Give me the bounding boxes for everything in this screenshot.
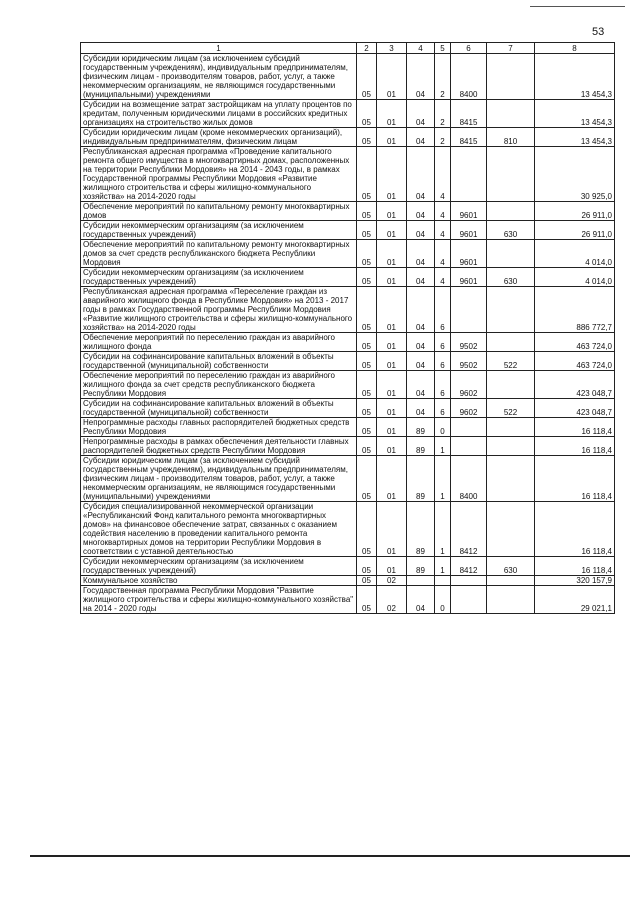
row-program: 04 (407, 54, 435, 100)
header-col-5: 5 (435, 43, 451, 54)
row-expense-type (487, 202, 535, 221)
row-amount: 13 454,3 (535, 54, 615, 100)
row-section: 05 (357, 240, 377, 268)
row-amount: 16 118,4 (535, 502, 615, 557)
table-row (81, 502, 615, 557)
row-target-code (451, 586, 487, 614)
row-subprogram: 1 (435, 557, 451, 576)
row-amount: 29 021,1 (535, 586, 615, 614)
table-header-row (81, 43, 615, 54)
row-target-code (451, 418, 487, 437)
row-subsection: 01 (377, 202, 407, 221)
row-subprogram: 6 (435, 399, 451, 418)
header-col-8: 8 (535, 43, 615, 54)
row-name: Субсидии на софинансирование капитальных вложений в объекты государственной (муниципальной) собственности (81, 352, 357, 371)
row-subprogram: 4 (435, 221, 451, 240)
row-name: Коммунальное хозяйство (81, 576, 357, 586)
row-name: Обеспечение мероприятий по переселению граждан из аварийного жилищного фонда за счет средств республиканского бюджета Республики Мордовия (81, 371, 357, 399)
row-subprogram: 2 (435, 128, 451, 147)
row-subprogram: 4 (435, 240, 451, 268)
row-section: 05 (357, 399, 377, 418)
row-section: 05 (357, 502, 377, 557)
table-row (81, 371, 615, 399)
row-subsection: 02 (377, 586, 407, 614)
row-program: 04 (407, 147, 435, 202)
row-name: Субсидии на софинансирование капитальных вложений в объекты государственной (муниципальной) собственности (81, 399, 357, 418)
table-row (81, 147, 615, 202)
row-amount: 16 118,4 (535, 418, 615, 437)
row-subprogram: 2 (435, 100, 451, 128)
table-row (81, 399, 615, 418)
row-program: 04 (407, 202, 435, 221)
row-expense-type (487, 333, 535, 352)
row-expense-type (487, 576, 535, 586)
row-target-code: 9502 (451, 333, 487, 352)
row-program: 04 (407, 399, 435, 418)
row-subsection: 01 (377, 147, 407, 202)
row-subprogram: 1 (435, 456, 451, 502)
row-target-code: 9602 (451, 371, 487, 399)
page-number: 53 (592, 26, 605, 38)
table-body (81, 54, 615, 614)
row-section: 05 (357, 147, 377, 202)
row-program: 89 (407, 456, 435, 502)
row-subprogram (435, 576, 451, 586)
row-target-code (451, 576, 487, 586)
header-col-4: 4 (407, 43, 435, 54)
row-expense-type (487, 240, 535, 268)
row-amount: 26 911,0 (535, 202, 615, 221)
table-row (81, 352, 615, 371)
header-col-7: 7 (487, 43, 535, 54)
table-row (81, 54, 615, 100)
table-row (81, 268, 615, 287)
row-name: Непрограммные расходы главных распорядителей бюджетных средств Республики Мордовия (81, 418, 357, 437)
row-target-code: 8415 (451, 128, 487, 147)
row-target-code (451, 147, 487, 202)
row-expense-type: 522 (487, 399, 535, 418)
row-target-code: 8412 (451, 557, 487, 576)
row-section: 05 (357, 221, 377, 240)
row-subprogram: 6 (435, 371, 451, 399)
row-program: 04 (407, 333, 435, 352)
row-target-code: 9601 (451, 240, 487, 268)
row-section: 05 (357, 557, 377, 576)
row-program: 04 (407, 352, 435, 371)
row-section: 05 (357, 100, 377, 128)
row-name: Республиканская адресная программа «Переселение граждан из аварийного жилищного фонда в Республике Мордовия» на 2013 - 2017 годы в рамках Государственной программы Республики Мордовия «Развитие жилищного строительства и сферы жилищно-коммунального хозяйства» на 2014-2020 годы (81, 287, 357, 333)
row-section: 05 (357, 586, 377, 614)
table-row (81, 586, 615, 614)
row-program: 04 (407, 221, 435, 240)
row-name: Обеспечение мероприятий по переселению граждан из аварийного жилищного фонда (81, 333, 357, 352)
row-name: Республиканская адресная программа «Проведение капитального ремонта общего имущества в многоквартирных домах, расположенных на территории Республики Мордовия» на 2014 - 2043 годы, в рамках Государственной программы Республики Мордовия «Развитие жилищного строительства и сферы жилищно-коммунального хозяйства» на 2014-2020 годы (81, 147, 357, 202)
table-row (81, 202, 615, 221)
header-col-2: 2 (357, 43, 377, 54)
table-row (81, 287, 615, 333)
row-expense-type: 630 (487, 557, 535, 576)
row-subsection: 01 (377, 352, 407, 371)
row-subsection: 02 (377, 576, 407, 586)
row-program: 04 (407, 240, 435, 268)
row-subprogram: 4 (435, 147, 451, 202)
row-section: 05 (357, 456, 377, 502)
row-section: 05 (357, 128, 377, 147)
row-amount: 4 014,0 (535, 268, 615, 287)
bottom-rule (30, 855, 630, 857)
row-target-code: 9601 (451, 221, 487, 240)
row-target-code (451, 437, 487, 456)
row-subsection: 01 (377, 221, 407, 240)
row-expense-type: 810 (487, 128, 535, 147)
row-amount: 13 454,3 (535, 100, 615, 128)
row-target-code: 9602 (451, 399, 487, 418)
row-program: 04 (407, 128, 435, 147)
budget-table (80, 42, 615, 614)
row-program: 04 (407, 371, 435, 399)
row-subprogram: 0 (435, 418, 451, 437)
row-name: Субсидии некоммерческим организациям (за исключением государственных учреждений) (81, 221, 357, 240)
row-amount: 16 118,4 (535, 437, 615, 456)
table-row (81, 557, 615, 576)
row-subprogram: 6 (435, 352, 451, 371)
row-name: Субсидии некоммерческим организациям (за исключением государственных учреждений) (81, 268, 357, 287)
row-program: 89 (407, 418, 435, 437)
row-name: Субсидия специализированной некоммерческой организации «Республиканский Фонд капитального ремонта многоквартирных домов» на финансовое обеспечение затрат, связанных с оказанием содействия населению в проведении капитального ремонта многоквартирных домов на территории Республики Мордовия в соответствии с уставной деятельностью (81, 502, 357, 557)
row-program: 04 (407, 268, 435, 287)
row-target-code (451, 287, 487, 333)
row-section: 05 (357, 352, 377, 371)
row-program: 04 (407, 586, 435, 614)
row-subsection: 01 (377, 128, 407, 147)
row-subprogram: 1 (435, 502, 451, 557)
row-name: Непрограммные расходы в рамках обеспечения деятельности главных распорядителей бюджетных средств Республики Мордовия (81, 437, 357, 456)
row-program: 04 (407, 287, 435, 333)
row-program: 89 (407, 557, 435, 576)
row-subsection: 01 (377, 502, 407, 557)
row-section: 05 (357, 418, 377, 437)
header-col-1: 1 (81, 43, 357, 54)
header-col-6: 6 (451, 43, 487, 54)
row-name: Субсидии юридическим лицам (за исключением субсидий государственным учреждениям), индивидуальным предпринимателям, физическим лицам - производителям товаров, работ, услуг, а также некоммерческим организациям, не являющимся государственными (муниципальными) учреждениями (81, 456, 357, 502)
row-section: 05 (357, 437, 377, 456)
row-amount: 320 157,9 (535, 576, 615, 586)
row-expense-type (487, 437, 535, 456)
row-subprogram: 2 (435, 54, 451, 100)
row-program: 04 (407, 100, 435, 128)
row-subprogram: 4 (435, 268, 451, 287)
row-section: 05 (357, 333, 377, 352)
row-program: 89 (407, 502, 435, 557)
row-expense-type: 522 (487, 352, 535, 371)
row-subsection: 01 (377, 54, 407, 100)
row-amount: 886 772,7 (535, 287, 615, 333)
row-expense-type: 630 (487, 221, 535, 240)
row-section: 05 (357, 576, 377, 586)
row-amount: 16 118,4 (535, 456, 615, 502)
row-subprogram: 4 (435, 202, 451, 221)
row-target-code: 9601 (451, 268, 487, 287)
row-name: Обеспечение мероприятий по капитальному ремонту многоквартирных домов за счет средств республиканского бюджета Республики Мордовия (81, 240, 357, 268)
row-target-code: 9601 (451, 202, 487, 221)
row-expense-type (487, 147, 535, 202)
table-row (81, 240, 615, 268)
row-section: 05 (357, 202, 377, 221)
row-subsection: 01 (377, 371, 407, 399)
row-target-code: 8400 (451, 456, 487, 502)
row-program (407, 576, 435, 586)
row-amount: 4 014,0 (535, 240, 615, 268)
row-expense-type (487, 54, 535, 100)
table-row (81, 576, 615, 586)
row-name: Субсидии юридическим лицам (кроме некоммерческих организаций), индивидуальным предпринимателям, физическим лицам (81, 128, 357, 147)
row-amount: 423 048,7 (535, 399, 615, 418)
row-expense-type (487, 456, 535, 502)
row-subprogram: 6 (435, 287, 451, 333)
row-subsection: 01 (377, 287, 407, 333)
row-subsection: 01 (377, 456, 407, 502)
row-expense-type (487, 371, 535, 399)
row-subsection: 01 (377, 100, 407, 128)
row-expense-type (487, 100, 535, 128)
row-name: Обеспечение мероприятий по капитальному ремонту многоквартирных домов (81, 202, 357, 221)
row-expense-type (487, 418, 535, 437)
row-subprogram: 1 (435, 437, 451, 456)
header-col-3: 3 (377, 43, 407, 54)
table-row (81, 221, 615, 240)
row-subsection: 01 (377, 437, 407, 456)
row-amount: 16 118,4 (535, 557, 615, 576)
top-rule (530, 6, 625, 7)
row-section: 05 (357, 287, 377, 333)
row-amount: 423 048,7 (535, 371, 615, 399)
row-expense-type (487, 502, 535, 557)
row-name: Государственная программа Республики Мордовия "Развитие жилищного строительства и сферы жилищно-коммунального хозяйства" на 2014 - 2020 годы (81, 586, 357, 614)
row-name: Субсидии юридическим лицам (за исключением субсидий государственным учреждениям), индивидуальным предпринимателям, физическим лицам - производителям товаров, работ, услуг, а также некоммерческим организациям, не являющимся государственными (муниципальными) учреждениями (81, 54, 357, 100)
row-name: Субсидии некоммерческим организациям (за исключением государственных учреждений) (81, 557, 357, 576)
row-subprogram: 0 (435, 586, 451, 614)
row-section: 05 (357, 371, 377, 399)
row-subprogram: 6 (435, 333, 451, 352)
row-target-code: 8415 (451, 100, 487, 128)
row-amount: 463 724,0 (535, 333, 615, 352)
table-row (81, 333, 615, 352)
table-row (81, 418, 615, 437)
row-expense-type: 630 (487, 268, 535, 287)
row-subsection: 01 (377, 240, 407, 268)
row-subsection: 01 (377, 333, 407, 352)
row-target-code: 8400 (451, 54, 487, 100)
row-subsection: 01 (377, 399, 407, 418)
row-amount: 13 454,3 (535, 128, 615, 147)
row-section: 05 (357, 268, 377, 287)
row-target-code: 8412 (451, 502, 487, 557)
table-row (81, 100, 615, 128)
row-section: 05 (357, 54, 377, 100)
row-program: 89 (407, 437, 435, 456)
row-amount: 26 911,0 (535, 221, 615, 240)
row-subsection: 01 (377, 268, 407, 287)
row-expense-type (487, 586, 535, 614)
row-amount: 30 925,0 (535, 147, 615, 202)
row-name: Субсидии на возмещение затрат застройщикам на уплату процентов по кредитам, полученным юридическими лицами в российских кредитных организациях на строительство жилых домов (81, 100, 357, 128)
table-row (81, 437, 615, 456)
row-expense-type (487, 287, 535, 333)
row-subsection: 01 (377, 418, 407, 437)
row-subsection: 01 (377, 557, 407, 576)
row-amount: 463 724,0 (535, 352, 615, 371)
row-target-code: 9502 (451, 352, 487, 371)
table-row (81, 456, 615, 502)
table-row (81, 128, 615, 147)
